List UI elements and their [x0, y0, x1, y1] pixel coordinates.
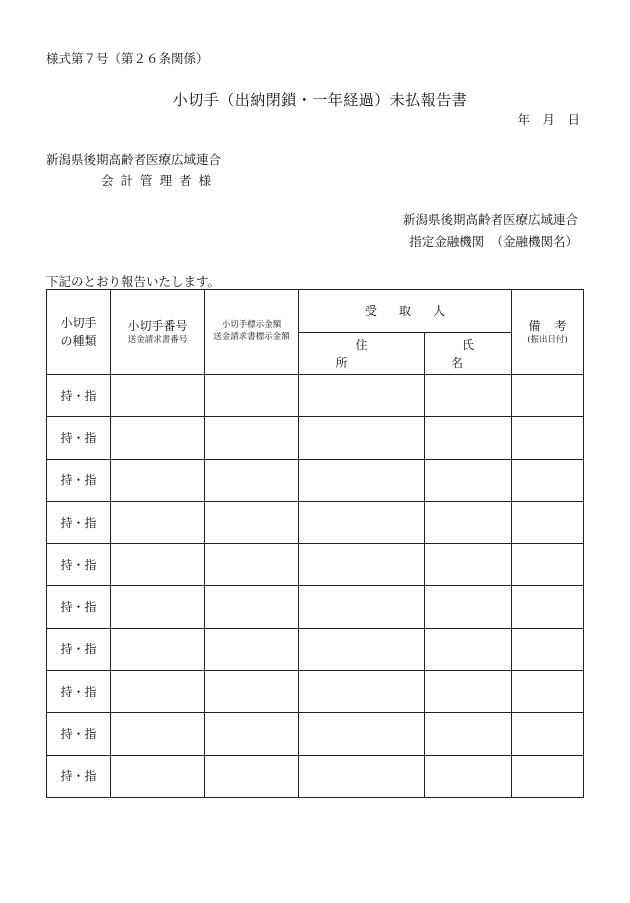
addressee-organization: 新潟県後期高齢者医療広域連合: [46, 152, 222, 167]
cell-kind: 持・指: [47, 417, 111, 459]
header-recipient: [299, 290, 512, 333]
cell-address[interactable]: [299, 544, 425, 586]
header-address: [299, 333, 425, 375]
cell-check-number[interactable]: [111, 586, 205, 628]
header-kind-line2: の種類: [60, 334, 97, 348]
cell-check-number[interactable]: [111, 628, 205, 670]
header-kind-line1: 小切手: [60, 316, 97, 330]
cell-amount[interactable]: [205, 713, 299, 755]
cell-name[interactable]: [425, 417, 512, 459]
table-row: [47, 755, 584, 797]
cell-kind: 持・指: [47, 544, 111, 586]
header-amount-main: 小切手標示金額: [221, 320, 282, 331]
table-row: [47, 586, 584, 628]
cell-address[interactable]: [299, 586, 425, 628]
cell-name[interactable]: [425, 501, 512, 543]
cell-kind: 持・指: [47, 628, 111, 670]
header-kind: [47, 290, 111, 375]
cell-kind: 持・指: [47, 375, 111, 417]
cell-check-number[interactable]: [111, 544, 205, 586]
cell-amount[interactable]: [205, 417, 299, 459]
cell-name[interactable]: [425, 459, 512, 501]
header-check-number: [111, 290, 205, 375]
header-remarks: [512, 290, 584, 375]
cell-amount[interactable]: [205, 671, 299, 713]
cell-address[interactable]: [299, 417, 425, 459]
header-check-number-main: 小切手番号: [127, 319, 188, 334]
cell-name[interactable]: [425, 755, 512, 797]
sender-organization: 新潟県後期高齢者医療広域連合: [402, 212, 578, 227]
cell-check-number[interactable]: [111, 375, 205, 417]
cell-address[interactable]: [299, 755, 425, 797]
cell-kind: 持・指: [47, 501, 111, 543]
cell-remarks[interactable]: [512, 459, 584, 501]
header-name-label: 氏名: [451, 337, 497, 370]
cell-address[interactable]: [299, 713, 425, 755]
cell-remarks[interactable]: [512, 586, 584, 628]
cell-remarks[interactable]: [512, 755, 584, 797]
header-amount: [205, 290, 299, 375]
cell-remarks[interactable]: [512, 713, 584, 755]
cell-remarks[interactable]: [512, 375, 584, 417]
table-row: [47, 459, 584, 501]
cell-check-number[interactable]: [111, 755, 205, 797]
cell-address[interactable]: [299, 628, 425, 670]
cell-check-number[interactable]: [111, 417, 205, 459]
cell-kind: 持・指: [47, 755, 111, 797]
header-remarks-sub: (振出日付): [527, 335, 568, 346]
cell-name[interactable]: [425, 544, 512, 586]
cell-name[interactable]: [425, 713, 512, 755]
table-row: [47, 417, 584, 459]
table-row: [47, 375, 584, 417]
cell-remarks[interactable]: [512, 671, 584, 713]
cell-remarks[interactable]: [512, 628, 584, 670]
table-row: [47, 713, 584, 755]
document-title: 小切手（出納閉鎖・一年経過）未払報告書: [172, 91, 468, 109]
header-check-number-sub: 送金請求書番号: [127, 335, 188, 346]
cell-address[interactable]: [299, 501, 425, 543]
date-line: 年 月 日: [517, 112, 580, 127]
addressee-title: 会計管理者様: [101, 173, 219, 188]
cell-kind: 持・指: [47, 713, 111, 755]
table-row: [47, 671, 584, 713]
table-row: [47, 501, 584, 543]
intro-text: 下記のとおり報告いたします。: [46, 274, 221, 289]
cell-remarks[interactable]: [512, 501, 584, 543]
cell-name[interactable]: [425, 671, 512, 713]
cell-name[interactable]: [425, 586, 512, 628]
table-row: [47, 628, 584, 670]
header-address-label: 住所: [335, 337, 408, 370]
cell-kind: 持・指: [47, 459, 111, 501]
cell-amount[interactable]: [205, 375, 299, 417]
header-remarks-main: 備考: [528, 319, 581, 334]
cell-amount[interactable]: [205, 586, 299, 628]
cell-address[interactable]: [299, 459, 425, 501]
header-amount-sub: 送金請求書標示金額: [213, 332, 290, 342]
header-name: [425, 333, 512, 375]
cell-remarks[interactable]: [512, 544, 584, 586]
cell-address[interactable]: [299, 671, 425, 713]
cell-address[interactable]: [299, 375, 425, 417]
header-recipient-label: 受取人: [365, 304, 468, 318]
cell-amount[interactable]: [205, 544, 299, 586]
table-row: [47, 544, 584, 586]
cell-amount[interactable]: [205, 755, 299, 797]
cell-amount[interactable]: [205, 459, 299, 501]
cell-check-number[interactable]: [111, 501, 205, 543]
cell-kind: 持・指: [47, 586, 111, 628]
cell-check-number[interactable]: [111, 713, 205, 755]
cell-amount[interactable]: [205, 628, 299, 670]
cell-kind: 持・指: [47, 671, 111, 713]
report-table: [46, 289, 584, 798]
cell-amount[interactable]: [205, 501, 299, 543]
form-number: 様式第７号（第２６条関係）: [46, 51, 209, 66]
cell-check-number[interactable]: [111, 459, 205, 501]
sender-bank: 指定金融機関 （金融機関名）: [409, 234, 578, 249]
cell-remarks[interactable]: [512, 417, 584, 459]
cell-name[interactable]: [425, 628, 512, 670]
table-body: [47, 375, 584, 798]
cell-name[interactable]: [425, 375, 512, 417]
cell-check-number[interactable]: [111, 671, 205, 713]
